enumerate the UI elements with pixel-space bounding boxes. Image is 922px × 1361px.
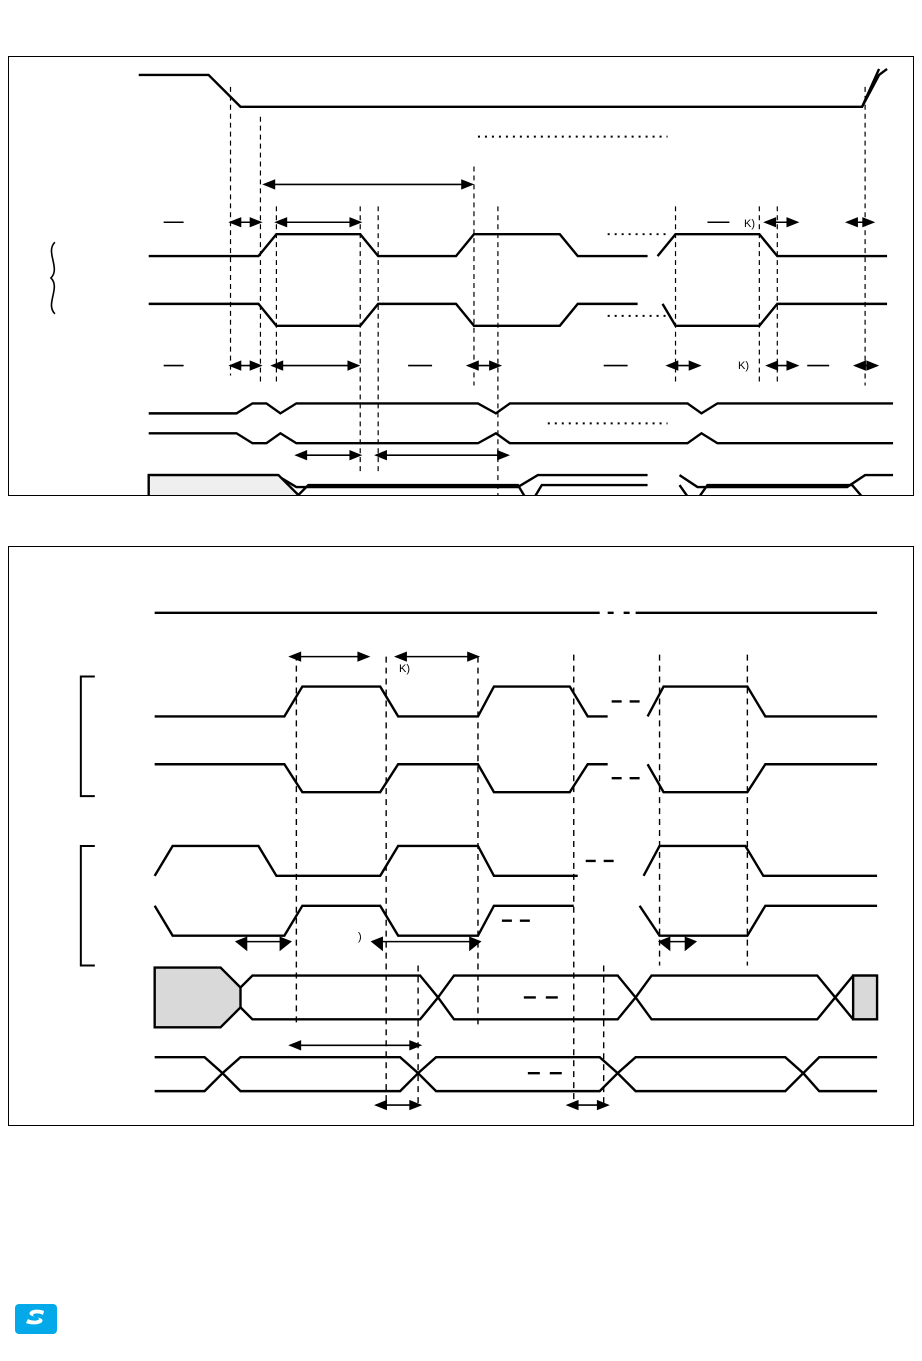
top-address-bus-bottom [149,433,893,443]
top-label-k2: K) [738,360,749,372]
bottom-label-paren: ) [358,931,362,943]
bottom-out-bus [155,1057,877,1091]
bottom-reference-lines [296,655,747,1105]
bottom-control-complement-trace [155,906,877,936]
top-address-bus-top [149,403,893,413]
bottom-data-bus [155,968,877,1028]
bottom-diagram-svg [9,547,913,1125]
top-clock-complement-trace [149,304,887,326]
timing-diagram-top [8,56,914,496]
top-left-brace [51,242,55,314]
bottom-clock-complement-trace [155,764,877,792]
top-reference-lines [231,87,866,495]
bottom-clock-true-trace [155,687,877,717]
bottom-left-brackets [81,677,95,966]
st-logo [14,1300,58,1336]
bottom-control-true-trace [155,846,877,876]
top-signal-trace [139,69,887,107]
timing-diagram-bottom [8,546,914,1126]
top-clock-true-trace [149,234,887,256]
bottom-label-k1: K) [399,663,410,675]
top-label-k1: K) [744,218,755,230]
top-diagram-svg [9,57,913,495]
bottom-dimension-arrows [236,653,695,1109]
